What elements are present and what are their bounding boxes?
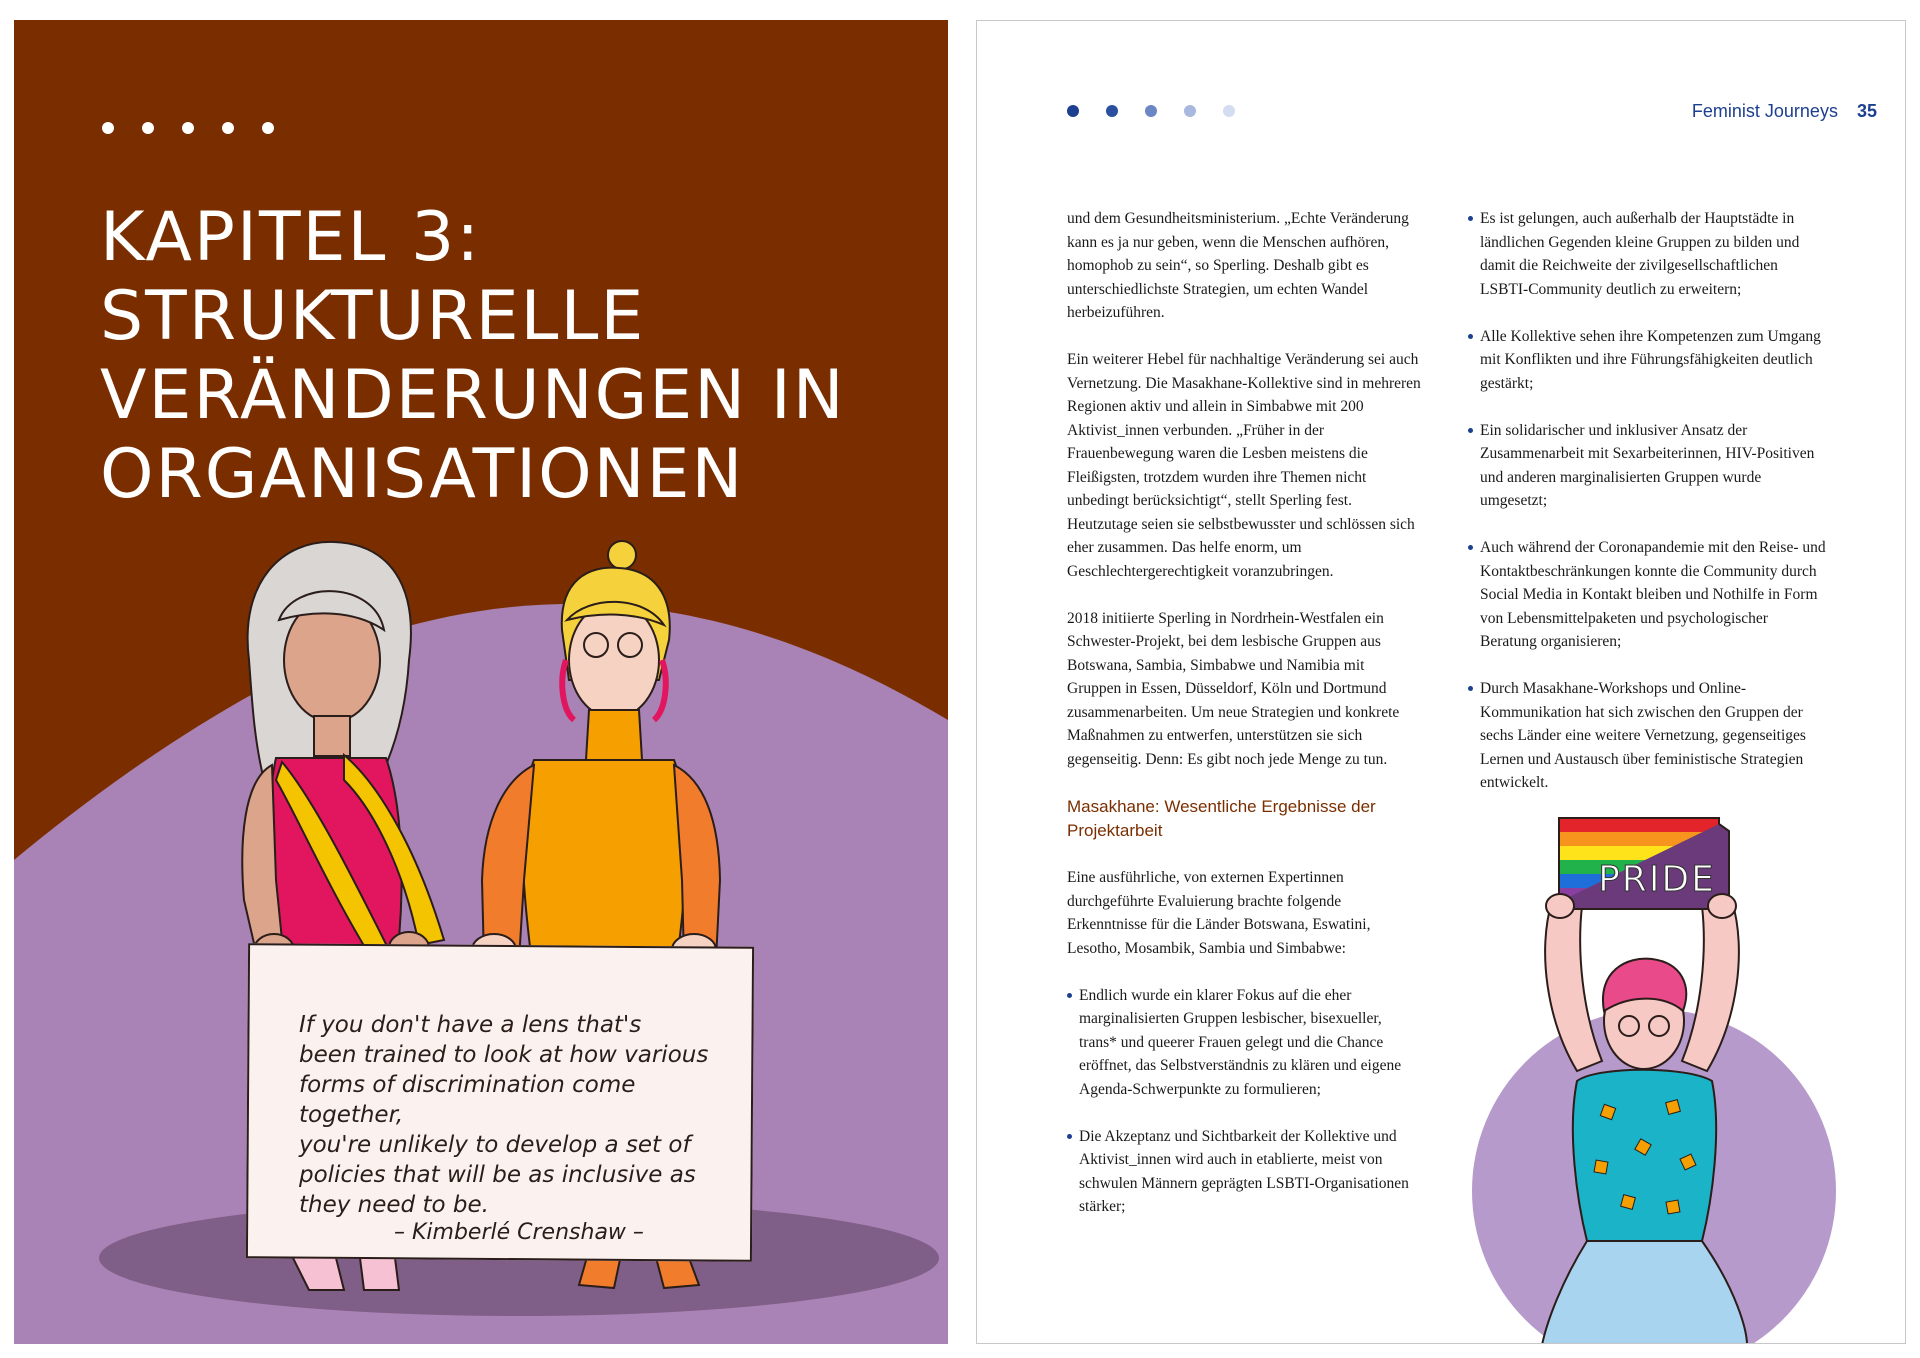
right-page [976,20,1906,1344]
body-paragraph: 2018 initiierte Sperling in Nordrhein-Westfalen ein Schwester-Projekt, bei dem lesbische Gruppen aus Botswana, Sambia, Simbabwe und Namibia mit Gruppen in Essen, Düsseldorf, Köln und Dortmund zusammenarbeiten. Um neue Strategien und konkrete Maßnahmen zu entwerfen, unterstützen sie sich gegenseitig. Denn: Es gibt noch jede Menge zu tun. [1067,609,1400,768]
left-page [14,20,948,1344]
list-item-text: Durch Masakhane-Workshops und Online-Kommunikation hat sich zwischen den Gruppen der sechs Länder eine weitere Vernetzung, gegenseitiges Lernen und Austausch über feministische Strategien entwickelt. [1480,680,1806,791]
list-item-text: Alle Kollektive sehen ihre Kompetenzen zum Umgang mit Konflikten und ihre Führungsfähigkeiten deutlich gestärkt; [1480,327,1821,392]
chapter-title-line: STRUKTURELLE [100,277,646,356]
body-paragraph: Eine ausführliche, von externen Expertinnen durchgeführte Evaluierung brachte folgende Erkenntnisse für die Länder Botswana, Eswatini, Lesotho, Mosambik, Sambia und Simbabwe: [1067,869,1371,957]
running-title: Feminist Journeys [1691,101,1838,121]
quote-line: they need to be. [299,1192,489,1218]
chapter-title-line: KAPITEL 3: [100,198,482,277]
quote-line: forms of discrimination come together, [299,1072,636,1128]
body-paragraph: Ein weiterer Hebel für nachhaltige Veränderung sei auch Vernetzung. Die Masakhane-Kollektive sind in mehreren Regionen aktiv und allein in Simbabwe mit 200 Aktivist_innen verbunden. „Früher in der Frauenbewegung waren die Lesben meistens die Fleißigsten, trotzdem wurden ihre Themen nicht unbedingt berücksichtigt“, stellt Sperling fest. Heutzutage seien sie selbstbewusster und schlössen sich eher zusammen. Das helfe enorm, um Geschlechtergerechtigkeit voranzubringen. [1067,351,1421,580]
list-item-text: Endlich wurde ein klarer Fokus auf die eher marginalisierten Gruppen lesbischer, bisexueller, trans* und queerer Frauen gelegt und die Chance eröffnet, das Selbstverständnis zu klären und eigene Agenda-Schwerpunkte zu formulieren; [1079,986,1402,1098]
section-heading: Masakhane: Wesentliche Ergebnisse der Projektarbeit [1067,796,1376,840]
quote-line: policies that will be as inclusive as [299,1162,696,1188]
body-paragraph: und dem Gesundheitsministerium. „Echte Veränderung kann es ja nur geben, wenn die Menschen aufhören, homophob zu sein“, so Sperling. Deshalb gibt es unterschiedlichste Strategien, um echten Wandel herbeizuführen. [1067,210,1409,321]
teal-shirt-shape [1573,1070,1716,1241]
list-item-text: Auch während der Coronapandemie mit den Reise- und Kontaktbeschränkungen konnte die Community durch Social Media in Kontakt bleiben und Nothilfe in Form von Lebensmittelpaketen und psychologischer Beratung organisieren; [1480,539,1826,650]
page-number: 35 [1856,101,1877,121]
pride-figure-illustration [977,21,1906,1344]
hand-shape [1546,894,1574,918]
list-item-text: Es ist gelungen, auch außerhalb der Hauptstädte in ländlichen Gegenden kleine Gruppen zu bilden und damit die Reichweite der zivilgesellschaftlichen LSBTI-Community deutlich zu erweitern; [1480,210,1800,298]
quote-text [299,1010,729,1220]
list-item-text: Die Akzeptanz und Sichtbarkeit der Kollektive und Aktivist_innen wird auch in etablierte, meist von schwulen Männern geprägten LSBTI-Organisationen stärker; [1079,1127,1409,1215]
pride-sign-text: PRIDE [1598,859,1716,900]
chapter-title-line: VERÄNDERUNGEN IN [100,356,846,435]
quote-line: If you don't have a lens that's [299,1012,642,1038]
quote-line: you're unlikely to develop a set of [299,1132,691,1158]
quote-line: been trained to look at how various [299,1042,709,1068]
list-item-text: Ein solidarischer und inklusiver Ansatz der Zusammenarbeit mit Sexarbeiterinnen, HIV-Positiven und anderen marginalisierten Gruppen wurde umgesetzt; [1480,421,1815,509]
chapter-title-line: ORGANISATIONEN [100,435,745,514]
quote-author: – Kimberlé Crenshaw – [394,1220,644,1245]
